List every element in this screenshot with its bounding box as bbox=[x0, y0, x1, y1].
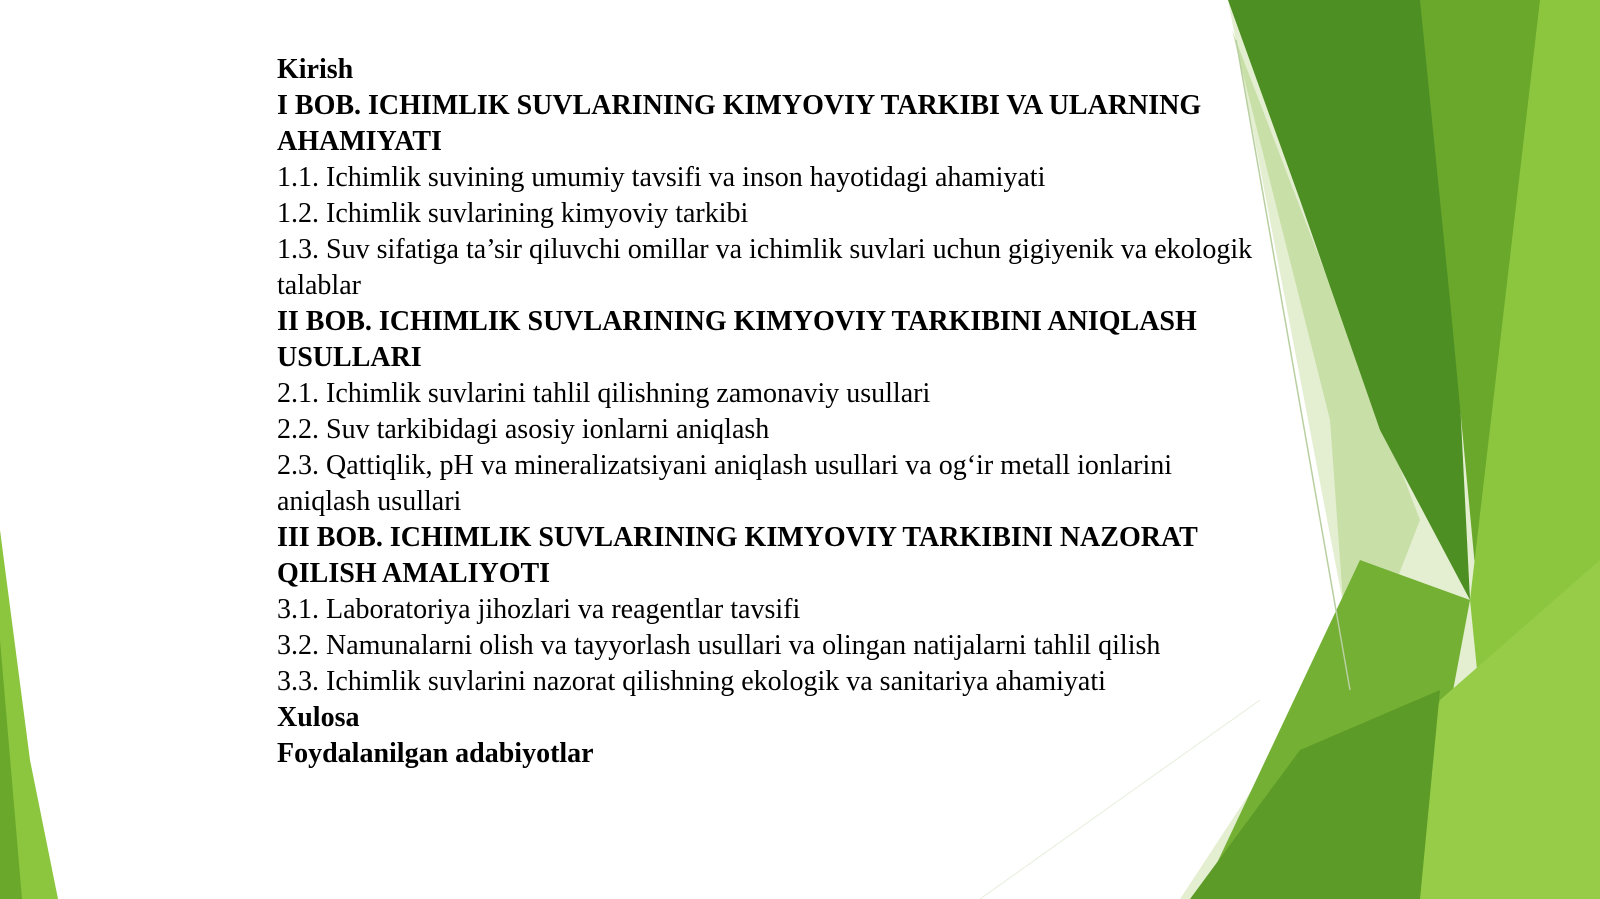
toc-entry: 2.2. Suv tarkibidagi asosiy ionlarni aniqlash bbox=[277, 414, 770, 445]
toc-heading: Xulosa bbox=[277, 702, 360, 733]
toc-heading: Foydalanilgan adabiyotlar bbox=[277, 738, 594, 769]
toc-entry: 3.3. Ichimlik suvlarini nazorat qilishning ekologik va sanitariya ahamiyati bbox=[277, 666, 1106, 697]
toc-entry: 2.1. Ichimlik suvlarini tahlil qilishning zamonaviy usullari bbox=[277, 378, 931, 409]
toc-entry: 1.2. Ichimlik suvlarining kimyoviy tarkibi bbox=[277, 198, 749, 229]
toc-entry: 1.1. Ichimlik suvining umumiy tavsifi va inson hayotidagi ahamiyati bbox=[277, 162, 1046, 193]
toc-entry: 3.2. Namunalarni olish va tayyorlash usullari va olingan natijalarni tahlil qilish bbox=[277, 630, 1161, 661]
toc-entry: 2.3. Qattiqlik, pH va mineralizatsiyani aniqlash usullari va og‘ir metall ionlarini aniqlash usullari bbox=[277, 450, 1173, 517]
toc-heading: III BOB. ICHIMLIK SUVLARINING KIMYOVIY TARKIBINI NAZORAT QILISH AMALIYOTI bbox=[277, 522, 1198, 589]
toc-heading: I BOB. ICHIMLIK SUVLARINING KIMYOVIY TARKIBI VA ULARNING AHAMIYATI bbox=[277, 90, 1202, 157]
toc-entry: 1.3. Suv sifatiga ta’sir qiluvchi omillar va ichimlik suvlari uchun gigiyenik va ekologik talablar bbox=[277, 234, 1253, 301]
table-of-contents bbox=[277, 52, 1257, 772]
toc-heading: Kirish bbox=[277, 54, 354, 85]
toc-entry: 3.1. Laboratoriya jihozlari va reagentlar tavsifi bbox=[277, 594, 801, 625]
toc-heading: II BOB. ICHIMLIK SUVLARINING KIMYOVIY TARKIBINI ANIQLASH USULLARI bbox=[277, 306, 1197, 373]
